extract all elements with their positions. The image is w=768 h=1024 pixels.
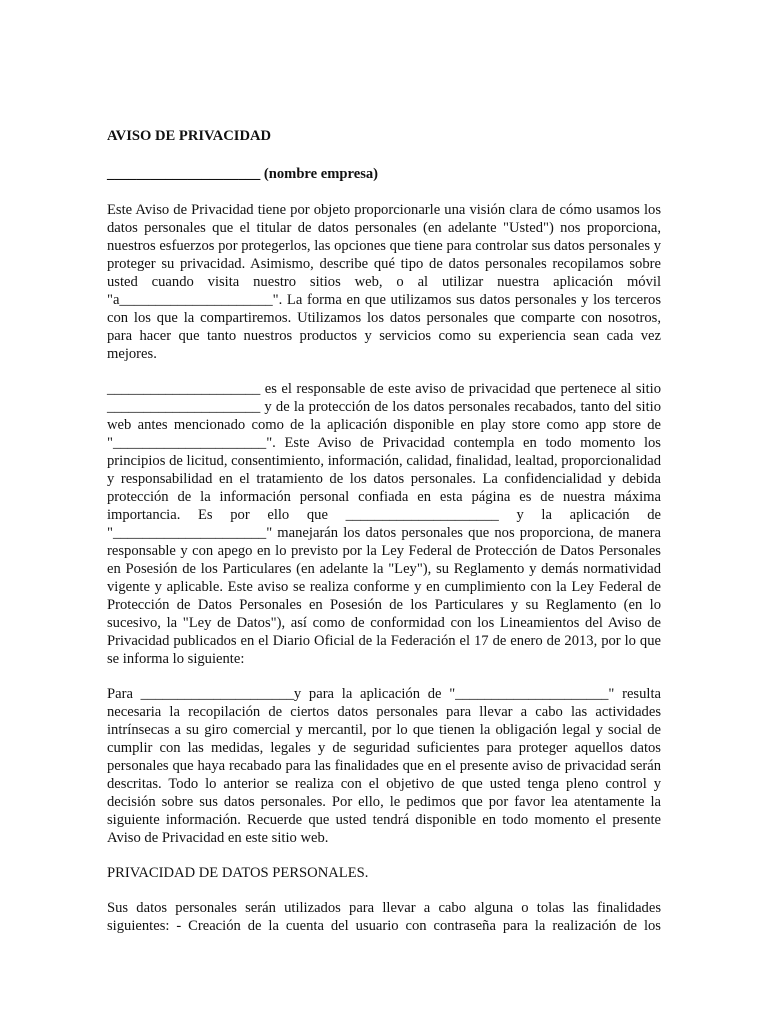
document-page — [107, 126, 661, 935]
company-name-line: _____________________ (nombre empresa) — [107, 166, 379, 182]
document-title: AVISO DE PRIVACIDAD — [107, 128, 272, 144]
paragraph-intro: Este Aviso de Privacidad tiene por objeto proporcionarle una visión clara de cómo usamos los datos personales que el titular de datos personales (en adelante "Usted") nos proporciona, nuestros esfuerzos por protegerlos, las opciones que tiene para controlar sus datos personales y proteger su privacidad. Asimismo, describe qué tipo de datos personales recopilamos sobre usted cuando visita nuestro sitios web, o al utilizar nuestra aplicación móvil "a_____________________". La forma en que utilizamos sus datos personales y los terceros con los que la compartiremos. Utilizamos los datos personales que comparte con nosotros, para hacer que tanto nuestros productos y servicios como su experiencia sean cada vez mejores. — [107, 202, 661, 362]
paragraph-collection: Para _____________________y para la aplicación de "_____________________" resulta necesaria la recopilación de ciertos datos personales para llevar a cabo las actividades intrínsecas a su giro comercial y mercantil, por lo que tienen la obligación legal y social de cumplir con las medidas, legales y de seguridad suficientes para proteger aquellos datos personales que haya recabado para las finalidades que en el presente aviso de privacidad serán descritas. Todo lo anterior se realiza con el objetivo de que usted tenga pleno control y decisión sobre sus datos personales. Por ello, le pedimos que por favor lea atentamente la siguiente información. Recuerde que usted tendrá disponible en todo momento el presente Aviso de Privacidad en este sitio web. — [107, 686, 661, 846]
section-heading-privacy: PRIVACIDAD DE DATOS PERSONALES. — [107, 865, 369, 881]
paragraph-purposes: Sus datos personales serán utilizados para llevar a cabo alguna o tolas las finalidades siguientes: - Creación de la cuenta del usuario con contraseña para la realización de los — [107, 900, 661, 934]
paragraph-responsible: _____________________ es el responsable de este aviso de privacidad que pertenece al sitio _____________________ y de la protección de los datos personales recabados, tanto del sitio web antes mencionado como de la aplicación disponible en play store como app store de "_____________________". Este Aviso de Privacidad contempla en todo momento los principios de licitud, consentimiento, información, calidad, finalidad, lealtad, proporcionalidad y responsabilidad en el tratamiento de los datos personales. La confidencialidad y debida protección de la información personal confiada en esta página es de nuestra máxima importancia. Es por ello que _____________________ y la aplicación de "_____________________" manejarán los datos personales que nos proporciona, de manera responsable y con apego en lo previsto por la Ley Federal de Protección de Datos Personales en Posesión de los Particulares (en adelante la "Ley"), su Reglamento y demás normatividad vigente y aplicable. Este aviso se realiza conforme y en cumplimiento con la Ley Federal de Protección de Datos Personales en Posesión de los Particulares y su Reglamento (en lo sucesivo, la "Ley de Datos"), así como de conformidad con los Lineamientos del Aviso de Privacidad publicados en el Diario Oficial de la Federación el 17 de enero de 2013, por lo que se informa lo siguiente: — [107, 381, 661, 667]
